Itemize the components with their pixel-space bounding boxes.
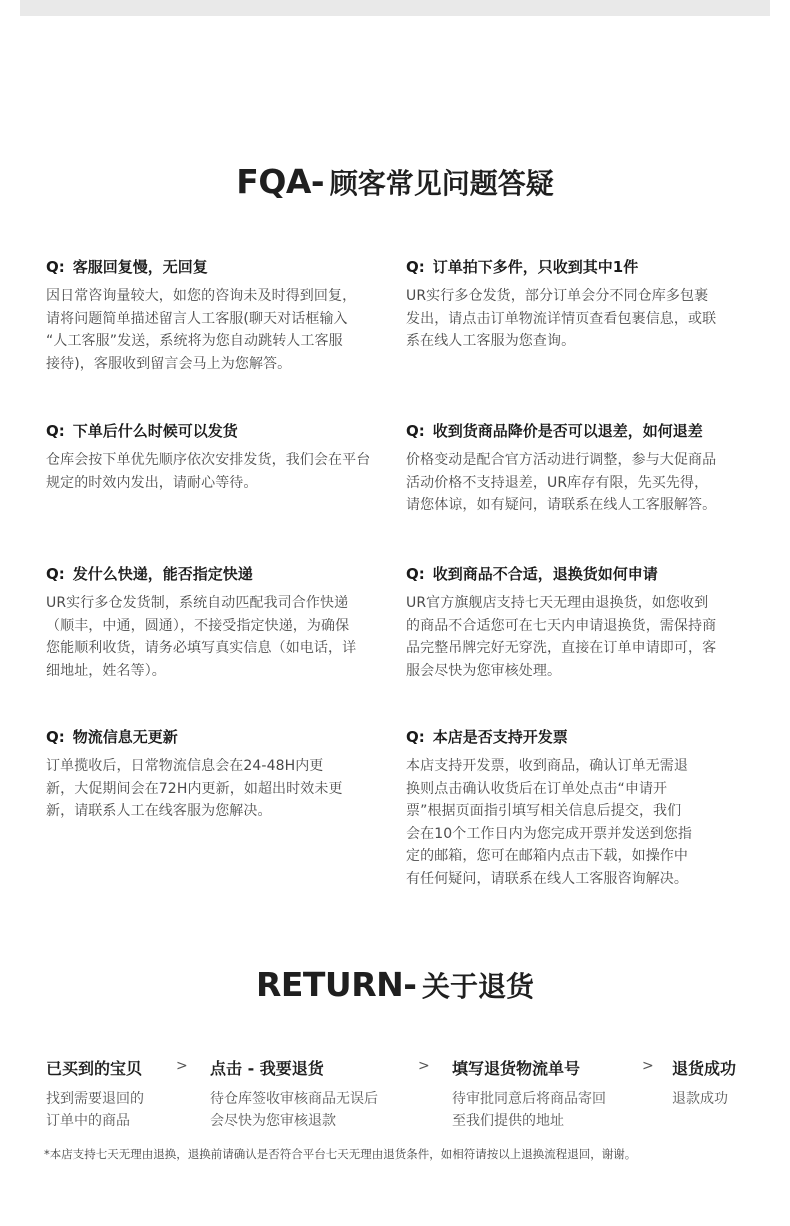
faq-answer [406,592,746,682]
step-arrow-icon: > [642,1058,654,1074]
faq-question [406,563,746,585]
faq-title-en: FQA- [236,162,325,201]
question-prefix: Q: [406,422,425,440]
question-text: 收到货商品降价是否可以退差，如何退差 [432,422,703,440]
answer-line: （顺丰，中通，圆通），不接受指定快递，为确保 [46,617,350,634]
answer-line: 价格变动是配合官方活动进行调整，参与大促商品 [406,452,717,468]
return-title-zh: 关于退货 [422,970,535,1003]
step-description [672,1088,736,1110]
question-prefix: Q: [46,258,65,276]
faq-item-courier [46,563,386,682]
faq-item-price-refund [406,420,746,517]
return-title-en: RETURN- [255,965,417,1004]
return-footnote: *本店支持七天无理由退换，退换前请确认是否符合平台七天无理由退货条件，如相符请按以上退换流程退回，谢谢。 [44,1147,637,1161]
step-description [452,1088,606,1132]
step-desc-line: 至我们提供的地址 [452,1113,564,1129]
faq-answer [46,755,386,823]
question-text: 收到商品不合适，退换货如何申请 [432,565,658,583]
question-text: 下单后什么时候可以发货 [72,422,238,440]
faq-answer [406,755,746,890]
question-text: 物流信息无更新 [72,728,178,746]
answer-line: 有任何疑问，请联系在线人工客服咨询解决。 [406,870,688,887]
answer-line: 换则点击确认收货后在订单处点击“申请开 [406,780,668,797]
answer-line: 系在线人工客服为您查询。 [406,333,576,349]
question-prefix: Q: [406,565,425,583]
answer-line: 票”根据页面指引填写相关信息后提交，我们 [406,803,682,819]
step-desc-line: 找到需要退回的 [46,1091,144,1107]
step-desc-line: 会尽快为您审核退款 [210,1113,336,1129]
answer-line: UR官方旗舰店支持七天无理由退换货，如您收到 [406,595,709,611]
faq-answer [46,285,386,375]
step-arrow-icon: > [418,1058,430,1074]
question-prefix: Q: [46,565,65,583]
faq-item-logistics [46,726,386,823]
faq-answer [406,285,746,353]
return-step-click-return [210,1056,378,1132]
faq-section-title [0,162,790,202]
answer-line: 新，大促期间会在72H内更新，如超出时效未更 [46,780,343,797]
step-desc-line: 订单中的商品 [46,1113,130,1129]
question-text: 订单拍下多件，只收到其中1件 [432,258,639,276]
question-prefix: Q: [406,258,425,276]
answer-line: 订单揽收后，日常物流信息会在24-48H内更 [46,758,324,774]
step-title: 已买到的宝贝 [46,1059,143,1078]
answer-line: 会在10个工作日内为您完成开票并发送到您指 [406,825,692,842]
return-step-success [672,1056,736,1110]
question-text: 客服回复慢，无回复 [72,258,208,276]
step-desc-line: 待审批同意后将商品寄回 [452,1091,606,1107]
question-text: 发什么快递，能否指定快递 [72,565,253,583]
answer-line: UR实行多仓发货，部分订单会分不同仓库多包裹 [406,288,709,304]
answer-line: 的商品不合适您可在七天内申请退换货，需保持商 [406,617,717,634]
faq-item-partial-delivery [406,256,746,353]
answer-line: 定的邮箱，您可在邮箱内点击下载，如操作中 [406,848,688,864]
answer-line: 活动价格不支持退差，UR库存有限，先买先得， [406,474,709,491]
step-desc-line: 待仓库签收审核商品无误后 [210,1091,378,1107]
faq-question [46,726,386,748]
step-desc-line: 退款成功 [672,1091,728,1107]
question-prefix: Q: [406,728,425,746]
return-section-title [0,965,790,1005]
answer-line: 请将问题简单描述留言人工客服(聊天对话框输入 [46,310,348,327]
step-description [210,1088,378,1132]
question-prefix: Q: [46,422,65,440]
faq-answer [46,592,386,682]
faq-question [406,726,746,748]
faq-question [406,256,746,278]
answer-line: UR实行多仓发货制，系统自动匹配我司合作快递 [46,595,349,611]
answer-line: 新，请联系人工在线客服为您解决。 [46,803,272,819]
step-arrow-icon: > [176,1058,188,1074]
return-steps [0,1056,790,1136]
step-title: 填写退货物流单号 [452,1059,581,1078]
step-description [46,1088,144,1132]
top-banner-strip [20,0,770,16]
answer-line: 细地址，姓名等）。 [46,662,166,679]
answer-line: 请您体谅，如有疑问，请联系在线人工客服解答。 [406,497,717,513]
faq-item-return-exchange [406,563,746,682]
faq-question [46,420,386,442]
faq-answer [46,449,386,494]
answer-line: 本店支持开发票，收到商品，确认订单无需退 [406,758,688,774]
faq-title-zh: 顾客常见问题答疑 [329,167,554,200]
return-step-tracking-number [452,1056,606,1132]
step-title: 退货成功 [672,1059,737,1078]
step-title: 点击 - 我要退货 [210,1059,324,1078]
faq-item-shipping-time [46,420,386,494]
answer-line: 品完整吊牌完好无穿洗，直接在订单申请即可，客 [406,640,717,656]
answer-line: 接待)，客服收到留言会马上为您解答。 [46,355,292,372]
answer-line: 服会尽快为您审核处理。 [406,662,562,679]
return-step-find-order [46,1056,144,1132]
faq-question [46,256,386,278]
answer-line: 仓库会按下单优先顺序依次安排发货，我们会在平台 [46,452,371,468]
faq-item-service-reply [46,256,386,375]
answer-line: 因日常咨询量较大，如您的咨询未及时得到回复， [46,288,357,304]
question-prefix: Q: [46,728,65,746]
faq-answer [406,449,746,517]
faq-item-invoice [406,726,746,890]
answer-line: “人工客服”发送，系统将为您自动跳转人工客服 [46,333,343,349]
answer-line: 规定的时效内发出，请耐心等待。 [46,474,258,491]
question-text: 本店是否支持开发票 [432,728,568,746]
answer-line: 发出，请点击订单物流详情页查看包裹信息，或联 [406,310,717,327]
faq-question [406,420,746,442]
answer-line: 您能顺利收货，请务必填写真实信息（如电话，详 [46,640,357,656]
faq-question [46,563,386,585]
